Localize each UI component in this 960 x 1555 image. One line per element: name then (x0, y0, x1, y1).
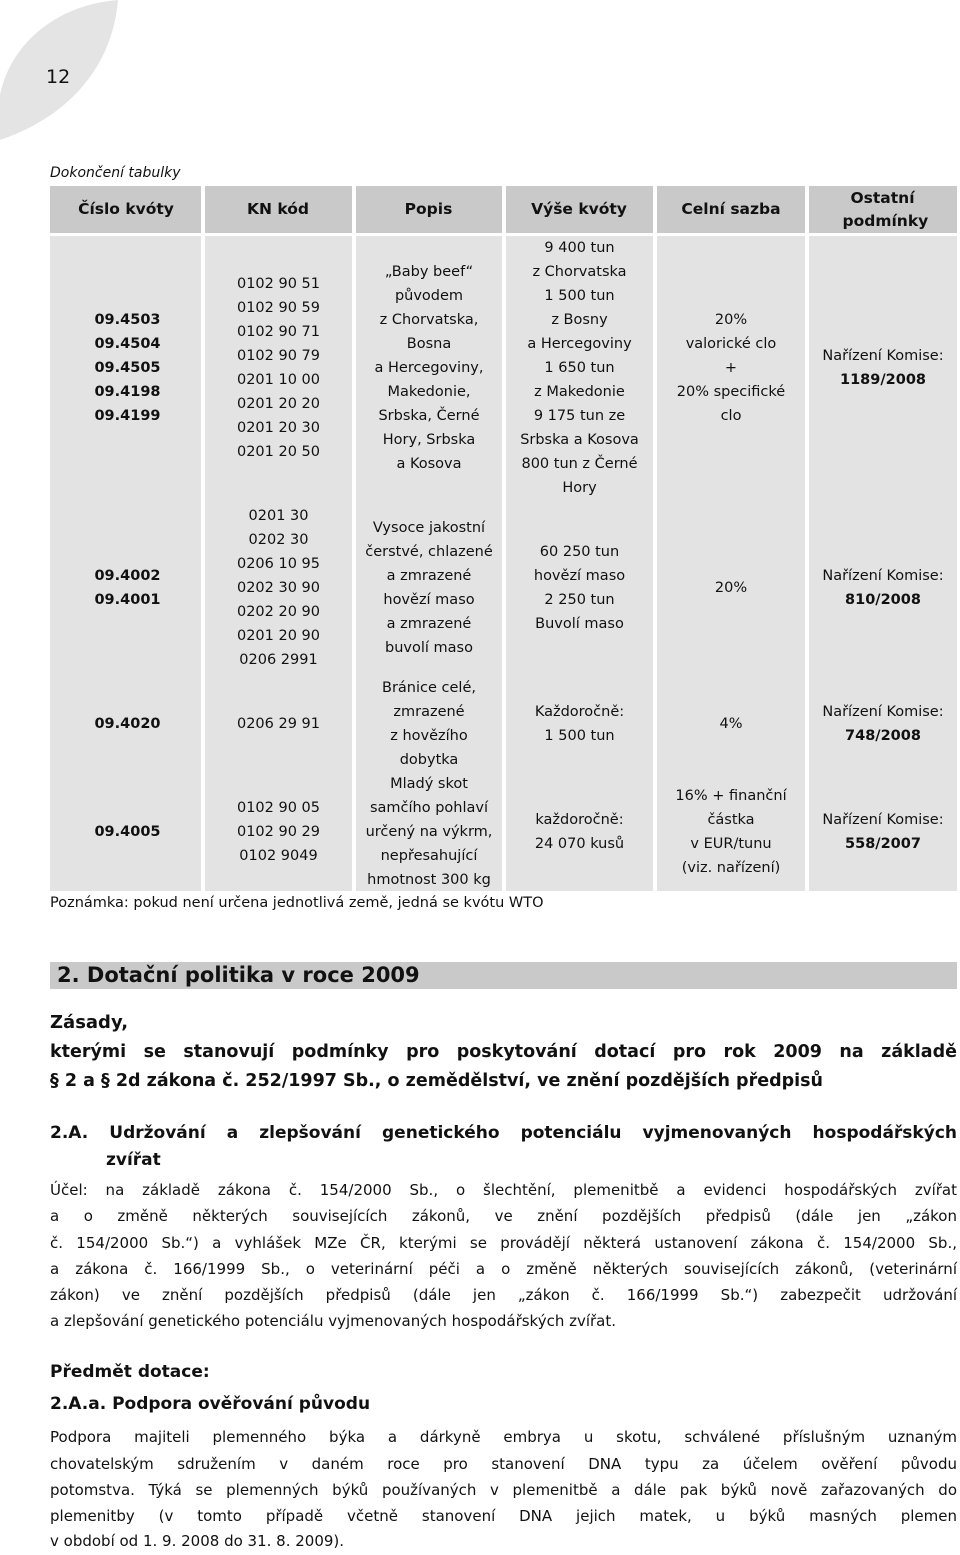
zasady-heading: Zásady, (50, 1012, 129, 1033)
cell-ostatni-podminky: Nařízení Komise: 1189/2008 (822, 348, 944, 388)
cell-cislo-kvoty: 09.4020 (94, 716, 161, 732)
body-line: Podpora majiteli plemenného býka a dárkyně embrya u skotu, schválené příslušným uznaným (50, 1428, 957, 1446)
ucel-line: Účel: na základě zákona č. 154/2000 Sb., o šlechtění, plemenitbě a evidenci hospodářských zvířat (50, 1181, 957, 1199)
cell-popis: Mladý skot samčího pohlaví určený na výkrm, nepřesahující hmotnost 300 kg (365, 775, 493, 888)
predmet-heading: Předmět dotace: (50, 1362, 210, 1382)
cell-cislo-kvoty: 09.4005 (94, 823, 161, 840)
section-title: 2. Dotační politika v roce 2009 (57, 963, 420, 987)
cell-kn-kod: 0102 90 05 0102 90 29 0102 9049 (236, 799, 321, 864)
ucel-line: zákon) ve znění pozdějších předpisů (dále jen „zákon č. 166/1999 Sb.“) zabezpečit udržování (50, 1286, 957, 1304)
header-cislo-kvoty: Číslo kvóty (78, 200, 174, 219)
cell-celni-sazba: 4% (719, 716, 743, 732)
header-popis: Popis (404, 200, 453, 219)
cell-vyse-kvoty: každoročně: 24 070 kusů (534, 811, 625, 852)
body-line: v období od 1. 9. 2008 do 31. 8. 2009). (50, 1532, 345, 1550)
heading-2a-cont: zvířat (106, 1150, 161, 1170)
header-kn-kod: KN kód (246, 200, 309, 219)
body-line: chovatelským sdružením v daném roce pro stanovení DNA typu za účelem ověření původu (50, 1455, 957, 1473)
body-line: plemenitby (v tomto případě včetně stanovení DNA jejich matek, u býků masných plemen (50, 1507, 957, 1525)
ucel-line: a zákona č. 166/1999 Sb., o veterinární péči a o změně některých souvisejících zákonů, (veterinární (50, 1260, 957, 1278)
table-note: Poznámka: pokud není určena jednotlivá země, jedná se kvótu WTO (50, 895, 544, 911)
ucel-line: č. 154/2000 Sb.“) a vyhlášek MZe ČR, kterými se provádějí některá ustanovení zákona č. 154/2000 Sb., (50, 1234, 957, 1252)
body-line: potomstva. Týká se plemenných býků používaných v plemenitbě a dále pak býků nově zařazovaných do (50, 1481, 957, 1499)
header-ostatni-podminky: Ostatní podmínky (842, 189, 929, 230)
cell-celni-sazba: 20% (714, 580, 748, 596)
page-number: 12 (46, 66, 71, 88)
cell-cislo-kvoty: 09.4503 09.4504 09.4505 09.4198 09.4199 (94, 312, 161, 424)
cell-vyse-kvoty: 60 250 tun hovězí maso 2 250 tun Buvolí maso (533, 544, 626, 632)
zasady-line: kterými se stanovují podmínky pro poskytování dotací pro rok 2009 na základě (50, 1042, 957, 1062)
ucel-line: a o změně některých souvisejících zákonů, ve znění pozdějších předpisů (dále jen „zákon (50, 1207, 957, 1225)
zasady-line: § 2 a § 2d zákona č. 252/1997 Sb., o zemědělství, ve znění pozdějších předpisů (50, 1071, 823, 1091)
cell-popis: „Baby beef“ původem z Chorvatska, Bosna a Hercegoviny, Makedonie, Srbska, Černé Hory, Srbska a Kosova (374, 264, 484, 472)
table-caption: Dokončení tabulky (50, 165, 181, 181)
cell-celni-sazba: 16% + finanční částka v EUR/tunu (viz. nařízení) (675, 787, 787, 876)
cell-vyse-kvoty: 9 400 tun z Chorvatska 1 500 tun z Bosny a Hercegoviny 1 650 tun z Makedonie 9 175 tun ze Srbska a Kosova 800 tun z Černé Hory (520, 240, 639, 496)
ucel-line: a zlepšování genetického potenciálu vyjmenovaných hospodářských zvířat. (50, 1312, 617, 1330)
header-vyse-kvoty: Výše kvóty (531, 200, 627, 219)
cell-ostatni-podminky: Nařízení Komise: 558/2007 (822, 811, 944, 852)
cell-kn-kod: 0201 30 0202 30 0206 10 95 0202 30 90 0202 20 90 0201 20 90 0206 2991 (236, 508, 321, 668)
header-celni-sazba: Celní sazba (681, 200, 781, 219)
cell-celni-sazba: 20% valorické clo + 20% specifické clo (676, 312, 786, 424)
heading-2a: 2.A. Udržování a zlepšování genetického potenciálu vyjmenovaných hospodářských (50, 1123, 957, 1143)
cell-ostatni-podminky: Nařízení Komise: 810/2008 (822, 568, 944, 608)
cell-kn-kod: 0206 29 91 (236, 716, 321, 732)
cell-popis: Vysoce jakostní čerstvé, chlazené a zmrazené hovězí maso a zmrazené buvolí maso (365, 520, 493, 656)
cell-popis: Bránice celé, zmrazené z hovězího dobytka (382, 680, 476, 768)
cell-kn-kod: 0102 90 51 0102 90 59 0102 90 71 0102 90 79 0201 10 00 0201 20 20 0201 20 30 0201 20 50 (236, 276, 321, 460)
heading-2aa: 2.A.a. Podpora ověřování původu (50, 1394, 371, 1414)
cell-cislo-kvoty: 09.4002 09.4001 (94, 568, 161, 608)
cell-vyse-kvoty: Každoročně: 1 500 tun (534, 704, 625, 744)
cell-ostatni-podminky: Nařízení Komise: 748/2008 (822, 704, 944, 744)
